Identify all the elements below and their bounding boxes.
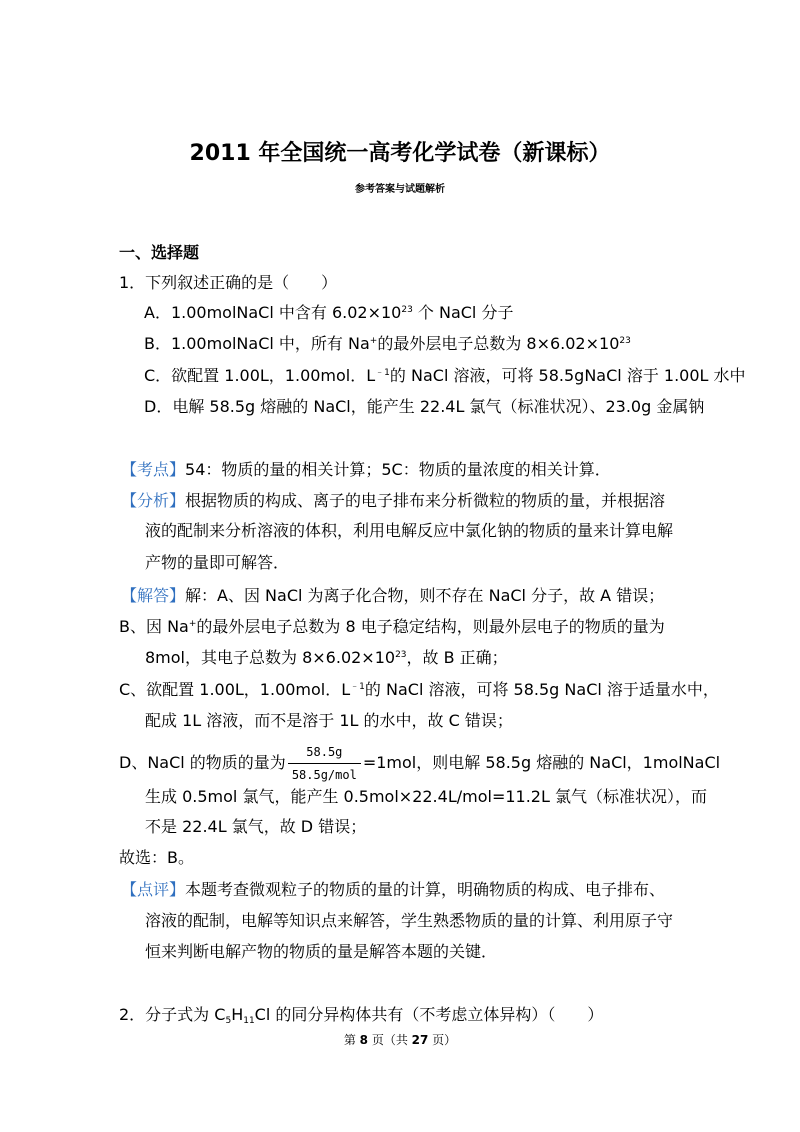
footer-total: 27: [411, 1033, 429, 1047]
fenxi-text-1: 根据物质的构成、离子的电子排布来分析微粒的物质的量，并根据溶: [185, 491, 666, 510]
option-b-sup1: +: [369, 336, 378, 346]
dianping-line-3: 恒来判断电解产物的物质的量是解答本题的关键．: [145, 942, 498, 961]
jieda-b2-pre: 8mol，其电子总数为 8×6.02×10: [145, 648, 396, 667]
option-c-sup: ﹣1: [375, 368, 390, 378]
option-c-text: C．欲配置 1.00L，1.00mol．L: [144, 366, 376, 385]
q2-mid: H: [231, 1005, 244, 1024]
option-b: [144, 334, 631, 354]
fraction-numerator: 58.5g: [288, 742, 361, 764]
jieda-b-sup: +: [188, 619, 197, 629]
option-a-sup: 23: [401, 305, 413, 315]
jieda-b-pre: B、因 Na: [119, 617, 189, 636]
jieda-b2-sup: 23: [395, 650, 407, 660]
fenxi-line-1: [121, 491, 665, 511]
jieda-b-post: 的最外层电子总数为 8 电子稳定结构，则最外层电子的物质的量为: [196, 617, 665, 636]
option-b-text: B．1.00molNaCl 中，所有 Na: [144, 334, 370, 353]
page-title: 2011 年全国统一高考化学试卷（新课标）: [189, 141, 611, 166]
jieda-d-post: =1mol，则电解 58.5g 熔融的 NaCl，1molNaCl: [362, 753, 721, 772]
dianping-text-1: 本题考查微观粒子的物质的量的计算，明确物质的构成、电子排布、: [185, 880, 666, 899]
footer-post: 页）: [428, 1033, 457, 1047]
jieda-d-pre: D、NaCl 的物质的量为: [119, 753, 286, 772]
footer-page: 8: [359, 1033, 368, 1047]
page-subtitle: 参考答案与试题解析: [355, 184, 445, 195]
jieda-c-pre: C、欲配置 1.00L，1.00mol．L: [119, 680, 351, 699]
fraction: [288, 742, 361, 785]
option-d: D．电解 58.5g 熔融的 NaCl，能产生 22.4L 氯气（标准状况）、23.0g 金属钠: [144, 397, 705, 416]
jieda-text-1: 解：A、因 NaCl 为离子化合物，则不存在 NaCl 分子，故 A 错误；: [185, 586, 665, 605]
option-a-text: A．1.00molNaCl 中含有 6.02×10: [144, 303, 402, 322]
fraction-denominator: 58.5g/mol: [291, 768, 357, 782]
jieda-c-post: 的 NaCl 溶液，可将 58.5g NaCl 溶于适量水中，: [364, 680, 719, 699]
jieda-d-line-1: [119, 742, 720, 785]
footer-mid: 页（共: [368, 1033, 412, 1047]
option-b-sup2: 23: [619, 336, 631, 346]
jieda-c-sup: ﹣1: [350, 682, 365, 692]
jieda-tag: 【解答】: [121, 586, 186, 605]
option-a: [144, 303, 513, 323]
dianping-line-1: [121, 880, 665, 900]
jieda-c-line-2: 配成 1L 溶液，而不是溶于 1L 的水中，故 C 错误；: [145, 711, 513, 730]
jieda-b-line-2: [145, 648, 508, 668]
question-2-stem: [119, 1005, 603, 1025]
kaodian-line: [121, 460, 611, 480]
q2-sub-2: 11: [243, 1016, 255, 1026]
section-title: 一、选择题: [119, 243, 200, 262]
answer-line: 故选：B。: [119, 848, 194, 867]
question-1-stem: 1．下列叙述正确的是（ ）: [119, 273, 338, 292]
dianping-tag: 【点评】: [121, 880, 186, 899]
jieda-line-1: [121, 586, 664, 606]
fenxi-tag: 【分析】: [121, 491, 186, 510]
q2-sub-1: 5: [225, 1016, 232, 1026]
option-c: [144, 366, 746, 386]
jieda-d-line-2: 生成 0.5mol 氯气，能产生 0.5mol×22.4L/mol=11.2L 氯气（标准状况），而: [145, 787, 707, 806]
jieda-d-line-3: 不是 22.4L 氯气，故 D 错误；: [145, 817, 367, 836]
fenxi-line-2: 液的配制来分析溶液的体积，利用电解反应中氯化钠的物质的量来计算电解: [145, 521, 674, 540]
jieda-c-line-1: [119, 680, 719, 700]
kaodian-text: 54：物质的量的相关计算；5C：物质的量浓度的相关计算．: [185, 460, 611, 479]
kaodian-tag: 【考点】: [121, 460, 186, 479]
fenxi-line-3: 产物的量即可解答．: [145, 553, 290, 572]
dianping-line-2: 溶液的配制，电解等知识点来解答，学生熟悉物质的量的计算、利用原子守: [145, 911, 674, 930]
option-a-post: 个 NaCl 分子: [412, 303, 514, 322]
q2-post: Cl 的同分异构体共有（不考虑立体异构）（ ）: [254, 1005, 604, 1024]
page-footer: [0, 1031, 800, 1048]
footer-pre: 第: [343, 1033, 360, 1047]
option-b-mid: 的最外层电子总数为 8×6.02×10: [377, 334, 620, 353]
q2-pre: 2．分子式为 C: [119, 1005, 226, 1024]
jieda-b-line-1: [119, 617, 665, 637]
jieda-b2-post: ，故 B 正确；: [406, 648, 508, 667]
option-c-post: 的 NaCl 溶液，可将 58.5gNaCl 溶于 1.00L 水中: [389, 366, 746, 385]
